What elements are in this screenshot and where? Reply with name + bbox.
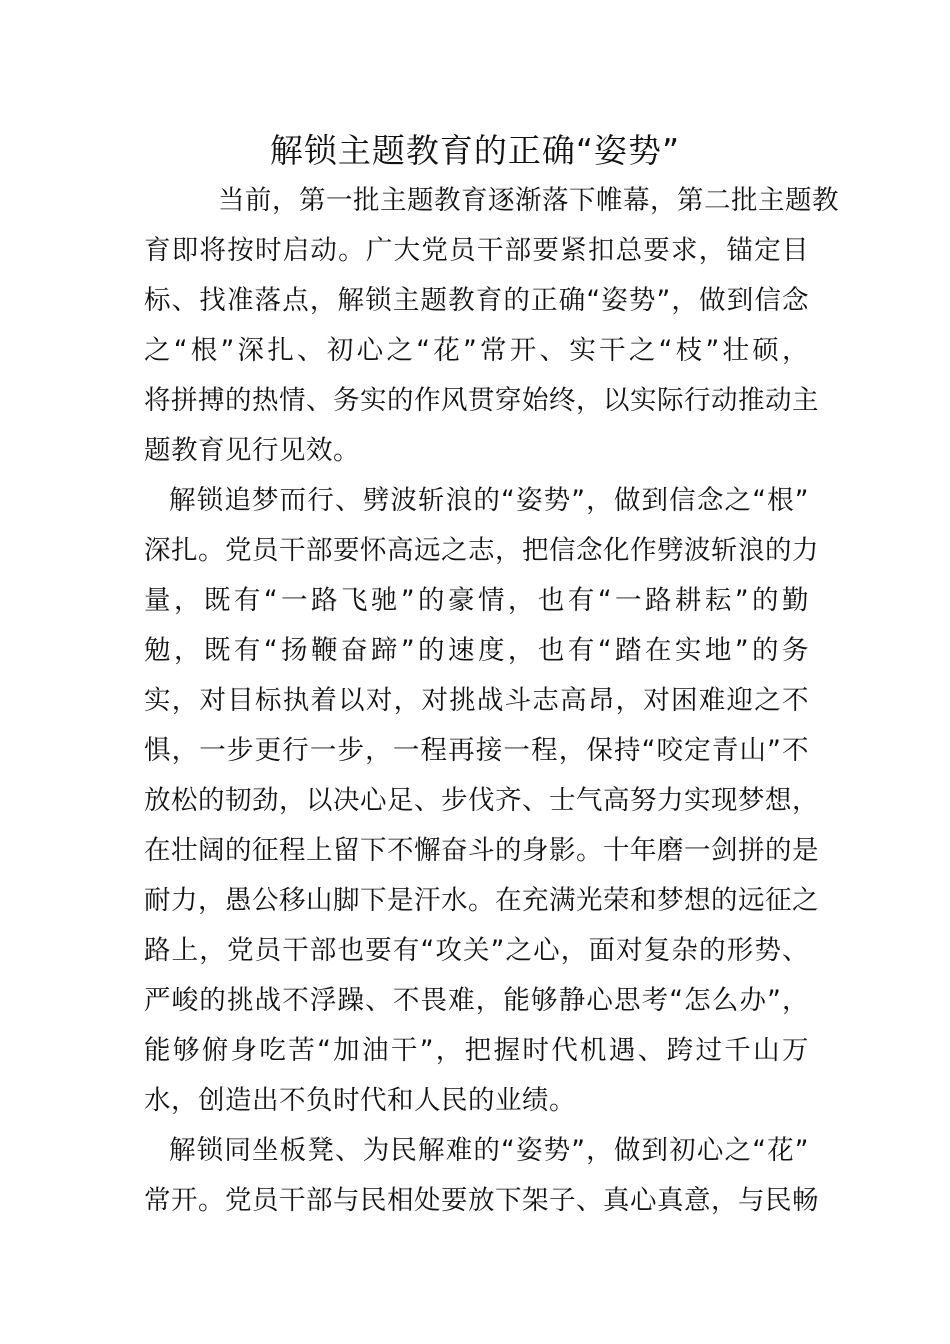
- text-line: 惧，一步更行一步，一程再接一程，保持“咬定青山”不: [144, 735, 809, 766]
- text-line: 路上，党员干部也要有“攻关”之心，面对复杂的形势、: [144, 935, 809, 966]
- text-line: 之“根”深扎、初心之“花”常开、实干之“枝”壮硕，: [144, 335, 809, 366]
- text-line: 解锁同坐板凳、为民解难的“姿势”，做到初心之“花”: [169, 1135, 809, 1166]
- text-line: 题教育见行见效。: [144, 435, 360, 466]
- text-line: 深扎。党员干部要怀高远之志，把信念化作劈波斩浪的力: [144, 535, 819, 566]
- text-line: 严峻的挑战不浮躁、不畏难，能够静心思考“怎么办”，: [144, 985, 809, 1016]
- text-line: 常开。党员干部与民相处要放下架子、真心真意，与民畅: [144, 1185, 819, 1216]
- text-line: 育即将按时启动。广大党员干部要紧扣总要求，锚定目: [144, 235, 809, 266]
- text-line: 将拼搏的热情、务实的作风贯穿始终，以实际行动推动主: [144, 385, 819, 416]
- text-line: 实，对目标执着以对，对挑战斗志高昂，对困难迎之不: [144, 685, 809, 716]
- text-line: 量，既有“一路飞驰”的豪情，也有“一路耕耘”的勤: [144, 585, 809, 616]
- text-line: 耐力，愚公移山脚下是汗水。在充满光荣和梦想的远征之: [144, 885, 819, 916]
- text-line: 解锁追梦而行、劈波斩浪的“姿势”，做到信念之“根”: [169, 485, 809, 516]
- document-title: 解锁主题教育的正确“姿势”: [269, 131, 681, 170]
- text-line: 标、找准落点，解锁主题教育的正确“姿势”，做到信念: [144, 285, 809, 316]
- text-line: 在壮阔的征程上留下不懈奋斗的身影。十年磨一剑拼的是: [144, 835, 819, 866]
- text-line: 当前，第一批主题教育逐渐落下帷幕，第二批主题教: [218, 185, 839, 216]
- text-line: 放松的韧劲，以决心足、步伐齐、士气高努力实现梦想，: [144, 785, 819, 816]
- text-line: 能够俯身吃苦“加油干”，把握时代机遇、跨过千山万: [144, 1035, 809, 1066]
- text-line: 勉，既有“扬鞭奋蹄”的速度，也有“踏在实地”的务: [144, 635, 809, 666]
- text-line: 水，创造出不负时代和人民的业绩。: [144, 1085, 576, 1116]
